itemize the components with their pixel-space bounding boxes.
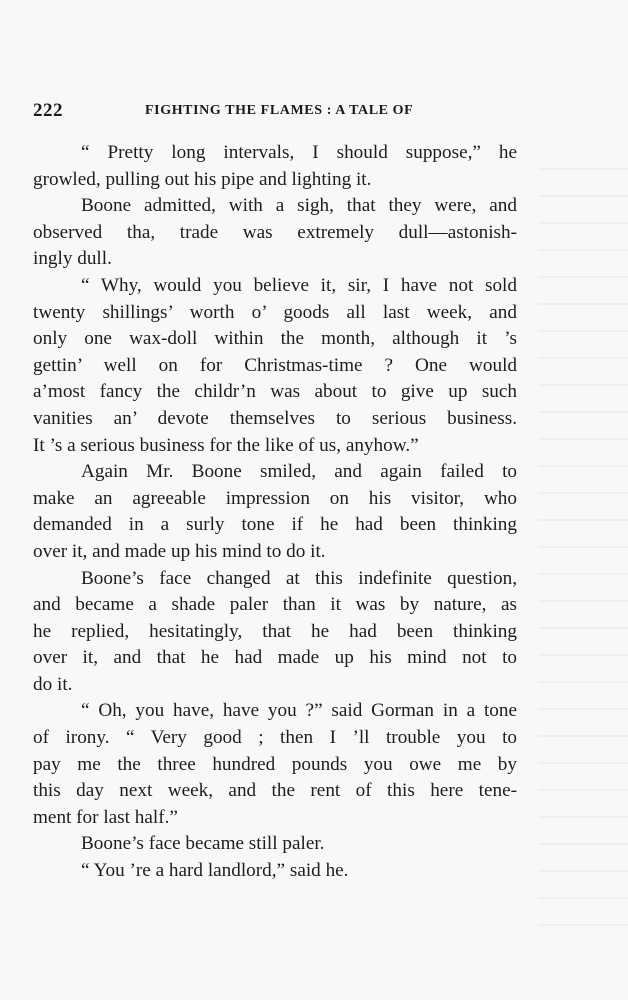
text-line: growled, pulling out his pipe and lighting it. (33, 168, 372, 190)
text-line: “ Oh, you have, have you ?” said Gorman in a tone (81, 700, 517, 722)
text-line: It ’s a serious business for the like of us, anyhow.” (33, 434, 419, 456)
text-line: this day next week, and the rent of this here tene- (33, 780, 517, 802)
text-line: and became a shade paler than it was by nature, as (33, 594, 517, 616)
text-line: Boone’s face became still paler. (81, 833, 325, 855)
text-line: demanded in a surly tone if he had been thinking (33, 514, 517, 536)
text-line: Boone admitted, with a sigh, that they were, and (81, 195, 517, 217)
running-head: FIGHTING THE FLAMES : A TALE OF (145, 103, 414, 118)
text-line: only one wax-doll within the month, although it ’s (33, 328, 517, 350)
body-text (33, 140, 517, 885)
text-line: “ You ’re a hard landlord,” said he. (81, 860, 349, 882)
text-line: vanities an’ devote themselves to serious business. (33, 407, 517, 429)
text-line: a’most fancy the childr’n was about to give up such (33, 381, 517, 403)
text-line: gettin’ well on for Christmas-time ? One would (33, 354, 517, 376)
page-header (33, 100, 593, 124)
page-number: 222 (33, 100, 63, 121)
text-line: of irony. “ Very good ; then I ’ll trouble you to (33, 727, 517, 749)
text-line: “ Pretty long intervals, I should suppose,” he (81, 142, 517, 163)
text-line: over it, and that he had made up his mind not to (33, 647, 517, 669)
text-line: twenty shillings’ worth o’ goods all last week, and (33, 301, 517, 323)
text-line: he replied, hesitatingly, that he had been thinking (33, 620, 517, 642)
text-line: “ Why, would you believe it, sir, I have not sold (81, 274, 517, 296)
text-line: Boone’s face changed at this indefinite question, (81, 567, 517, 589)
text-line: over it, and made up his mind to do it. (33, 540, 326, 562)
text-line: Again Mr. Boone smiled, and again failed to (81, 461, 517, 483)
text-line: ment for last half.” (33, 806, 178, 828)
text-line: observed tha, trade was extremely dull—astonish- (33, 221, 517, 243)
show-through-shadow (538, 150, 628, 930)
text-line: make an agreeable impression on his visitor, who (33, 487, 517, 509)
text-line: do it. (33, 673, 73, 695)
text-line: ingly dull. (33, 248, 112, 270)
text-line: pay me the three hundred pounds you owe me by (33, 753, 517, 775)
